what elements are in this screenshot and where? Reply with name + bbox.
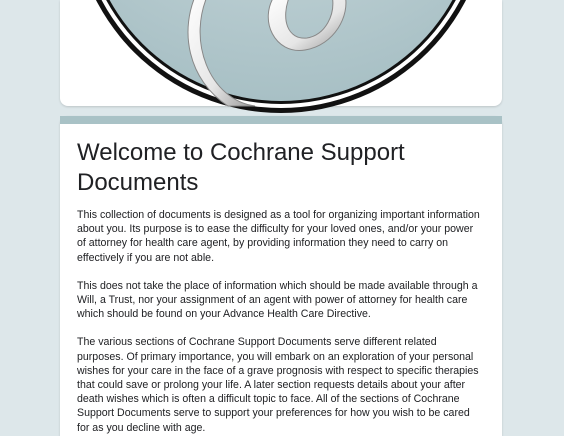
header-banner (60, 0, 502, 106)
card-body (60, 124, 502, 435)
description-paragraph-1: This collection of documents is designed as a tool for organizing important information about you. Its purpose is to ease the difficulty for your loved ones, and/or your power of attorney for health care agent, by providing information they need to carry on effectively if you are not able. (77, 209, 480, 264)
description-paragraph-2: This does not take the place of information which should be made available through a Will, a Trust, nor your assignment of an agent with power of attorney for health care which should be found on your Advance Health Care Directive. (77, 279, 478, 321)
accent-bar (60, 116, 502, 124)
swirl-logo-icon (60, 0, 502, 106)
form-title: Welcome to Cochrane Support Documents (77, 139, 405, 196)
form-description-card (60, 116, 502, 436)
description-paragraph-3: The various sections of Cochrane Support Documents serve different related purposes. Of primary importance, you will embark on an exploration of your personal wishes for your care in the face of a grave prognosis with respect to specific therapies that could save or prolong your life. A later section requests details about your after death wishes which is often a difficult topic to face. All of the sections of Cochrane Support Documents serve to support your preferences for how you wish to be cared for as you decline with age. (77, 336, 479, 434)
